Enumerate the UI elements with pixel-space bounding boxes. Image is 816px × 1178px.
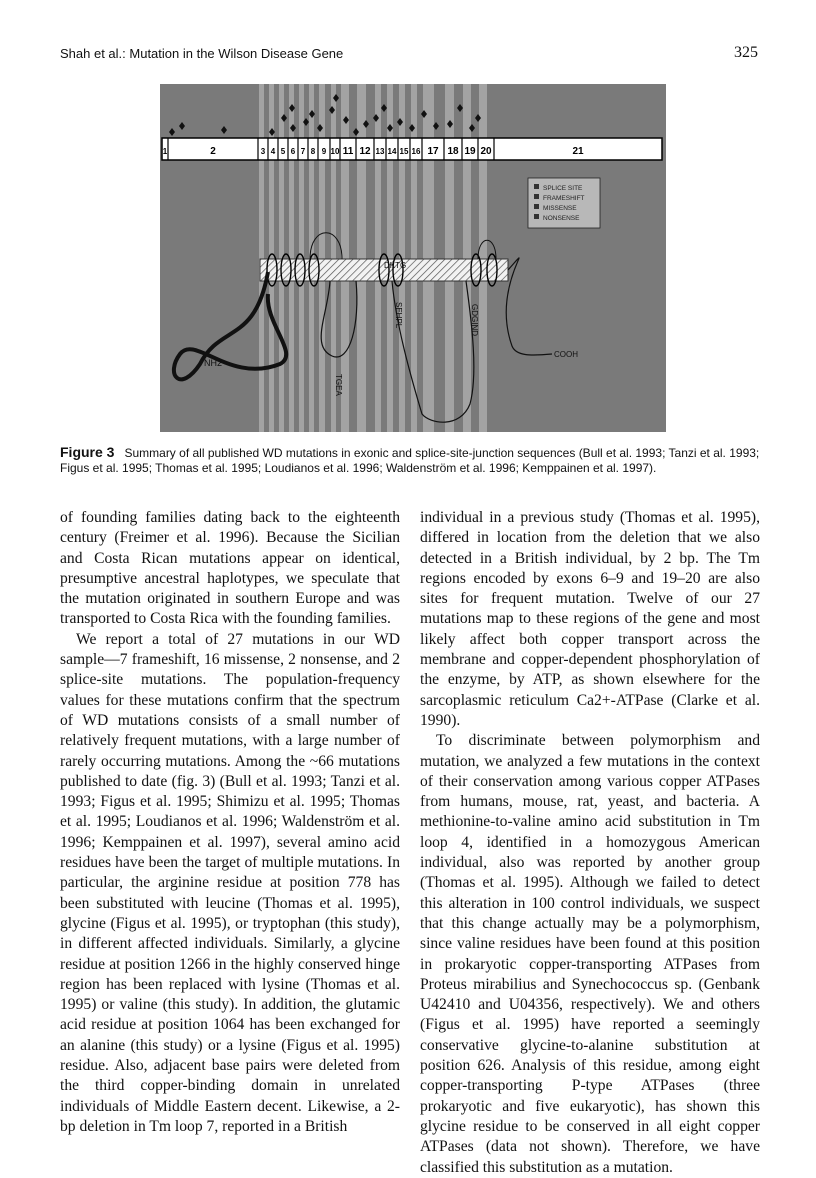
- paragraph: We report a total of 27 mutations in our WD sample—7 frameshift, 16 missense, 2 nonsense, and 2 splice-site mutations. The population-frequency values for these mutations confirm that the spectrum of WD mutations consists of a small number of relatively frequent mutations, with a large number of rarely occurring mutations. Among the ~66 mutations published to date (fig. 3) (Bull et al. 1993; Tanzi et al. 1993; Figus et al. 1995; Shimizu et al. 1995; Thomas et al. 1995; Loudianos et al. 1996; Waldenström et al. 1996; Kemppainen et al. 1997), several amino acid residues have been the target of multiple mutations. In particular, the arginine residue at position 778 has been substituted with leucine (Thomas et al. 1995), glycine (Figus et al. 1995), or tryptophan (this study), in different affected individuals. Similarly, a glycine residue at position 1266 in the highly conserved hinge region has been replaced with lysine (Thomas et al. 1995) or valine (this study). In addition, the glutamic acid residue at position 1064 has been exchanged for an alanine (this study) or a lysine (Figus et al. 1995) residue. Also, adjacent base pairs were deleted from the third copper-binding domain in unrelated individuals of Middle Eastern decent. Likewise, a 2-bp deletion in Tm loop 7, reported in a British: [60, 630, 400, 1135]
- exon-label: 14: [387, 147, 397, 156]
- legend-item: MISSENSE: [543, 205, 577, 212]
- exon-label: 16: [411, 147, 421, 156]
- exon-label: 7: [300, 147, 306, 156]
- domain-label-tgea: TGEA: [334, 374, 343, 396]
- exon-label: 1: [162, 147, 168, 156]
- paragraph: individual in a previous study (Thomas et al. 1995), differed in location from the deletion that we also detected in a British individual, by 2 bp. The Tm regions encoded by exons 6–9 and 19–20 are also sites for frequent mutation. Twelve of our 27 mutations map to these regions of the gene and most likely affect both copper transport across the membrane and copper-dependent phosphorylation of the enzyme, by ATP, as shown elsewhere for the sarcoplasmic reticulum Ca2+-ATPase (Clarke et al. 1990).: [420, 509, 760, 729]
- paragraph: To discriminate between polymorphism and mutation, we analyzed a few mutations in the context of their conservation among various copper ATPases from humans, mouse, rat, yeast, and bacteria. A methionine-to-valine amino acid substitution in Tm loop 4, identified in a homozygous American individual, also was reported by another group (Thomas et al. 1995). Although we failed to detect this alteration in 100 control individuals, we suspect that this change actually may be a polymorphism, since valine residues have been found at this position in prokaryotic copper-transporting ATPases from Proteus mirabilius and Synechococcus sp. (Genbank U42410 and U04356, respectively). We and others (Figus et al. 1995) have reported a seemingly conservative glycine-to-alanine substitution at position 626. Analysis of this residue, among eight copper-transporting P-type ATPases (three prokaryotic and five eukaryotic), has shown this glycine residue to be conserved in all eight copper ATPases (data not shown). Therefore, we have classified this substitution as a mutation.: [420, 732, 760, 1176]
- left-column: [60, 508, 400, 1137]
- exon-band: [445, 84, 454, 432]
- exon-label: 6: [290, 147, 296, 156]
- domain-label-cooh: COOH: [554, 350, 578, 359]
- exon-bar: [162, 138, 662, 160]
- figure-caption: [60, 445, 760, 476]
- exon-label: 13: [375, 147, 385, 156]
- legend-symbol: [534, 204, 539, 209]
- exon-label: 20: [480, 146, 492, 157]
- exon-label: 15: [399, 147, 409, 156]
- exon-label: 10: [330, 147, 340, 156]
- legend-symbol: [534, 184, 539, 189]
- exon-label: 18: [447, 146, 459, 157]
- mutation-figure: [160, 84, 666, 432]
- exon-band: [259, 84, 264, 432]
- exon-label: 11: [342, 146, 354, 157]
- exon-label: 19: [464, 146, 476, 157]
- exon-label: 2: [210, 146, 216, 157]
- legend-item: SPLICE SITE: [543, 185, 583, 192]
- right-column: [420, 508, 760, 1178]
- domain-label-nh2: NH2: [204, 358, 223, 368]
- paragraph: of founding families dating back to the eighteenth century (Freimer et al. 1996). Because the Sicilian and Costa Rican mutations appear on identical, presumptive ancestral haplotypes, we speculate that the mutation originated in southern Europe and was transported to Costa Rica with the founding families.: [60, 509, 400, 628]
- exon-band: [423, 84, 434, 432]
- exon-band: [319, 84, 325, 432]
- legend-item: FRAMESHIFT: [543, 195, 585, 202]
- exon-label: 9: [321, 147, 327, 156]
- running-title: Shah et al.: Mutation in the Wilson Disease Gene: [60, 46, 344, 61]
- legend-symbol: [534, 194, 539, 199]
- exon-label: 3: [260, 147, 266, 156]
- exon-band: [357, 84, 366, 432]
- exon-label: 17: [427, 146, 439, 157]
- exon-label: 12: [359, 146, 371, 157]
- page-number: 325: [734, 44, 758, 61]
- legend-item: NONSENSE: [543, 215, 580, 222]
- exon-band: [269, 84, 274, 432]
- domain-label-dktg: DKTG: [384, 261, 407, 270]
- exon-band: [463, 84, 471, 432]
- caption-text: Summary of all published WD mutations in exonic and splice-site-junction sequences (Bull et al. 1993; Tanzi et al. 1993; Figus et al. 1995; Thomas et al. 1995; Loudianos et al. 1996; Waldenström et al. 1996; Kemppainen et al. 1997).: [60, 446, 760, 475]
- figure-label: Figure 3: [60, 444, 115, 460]
- legend-symbol: [534, 214, 539, 219]
- exon-label: 5: [280, 147, 286, 156]
- legend-box: [528, 178, 600, 228]
- exon-label: 8: [310, 147, 316, 156]
- domain-label-gdgind: GDGIND: [470, 304, 479, 336]
- exon-band: [479, 84, 487, 432]
- exon-label: 21: [572, 146, 584, 157]
- domain-label-sehpl: SEHPL: [394, 302, 403, 329]
- exon-label: 4: [270, 147, 276, 156]
